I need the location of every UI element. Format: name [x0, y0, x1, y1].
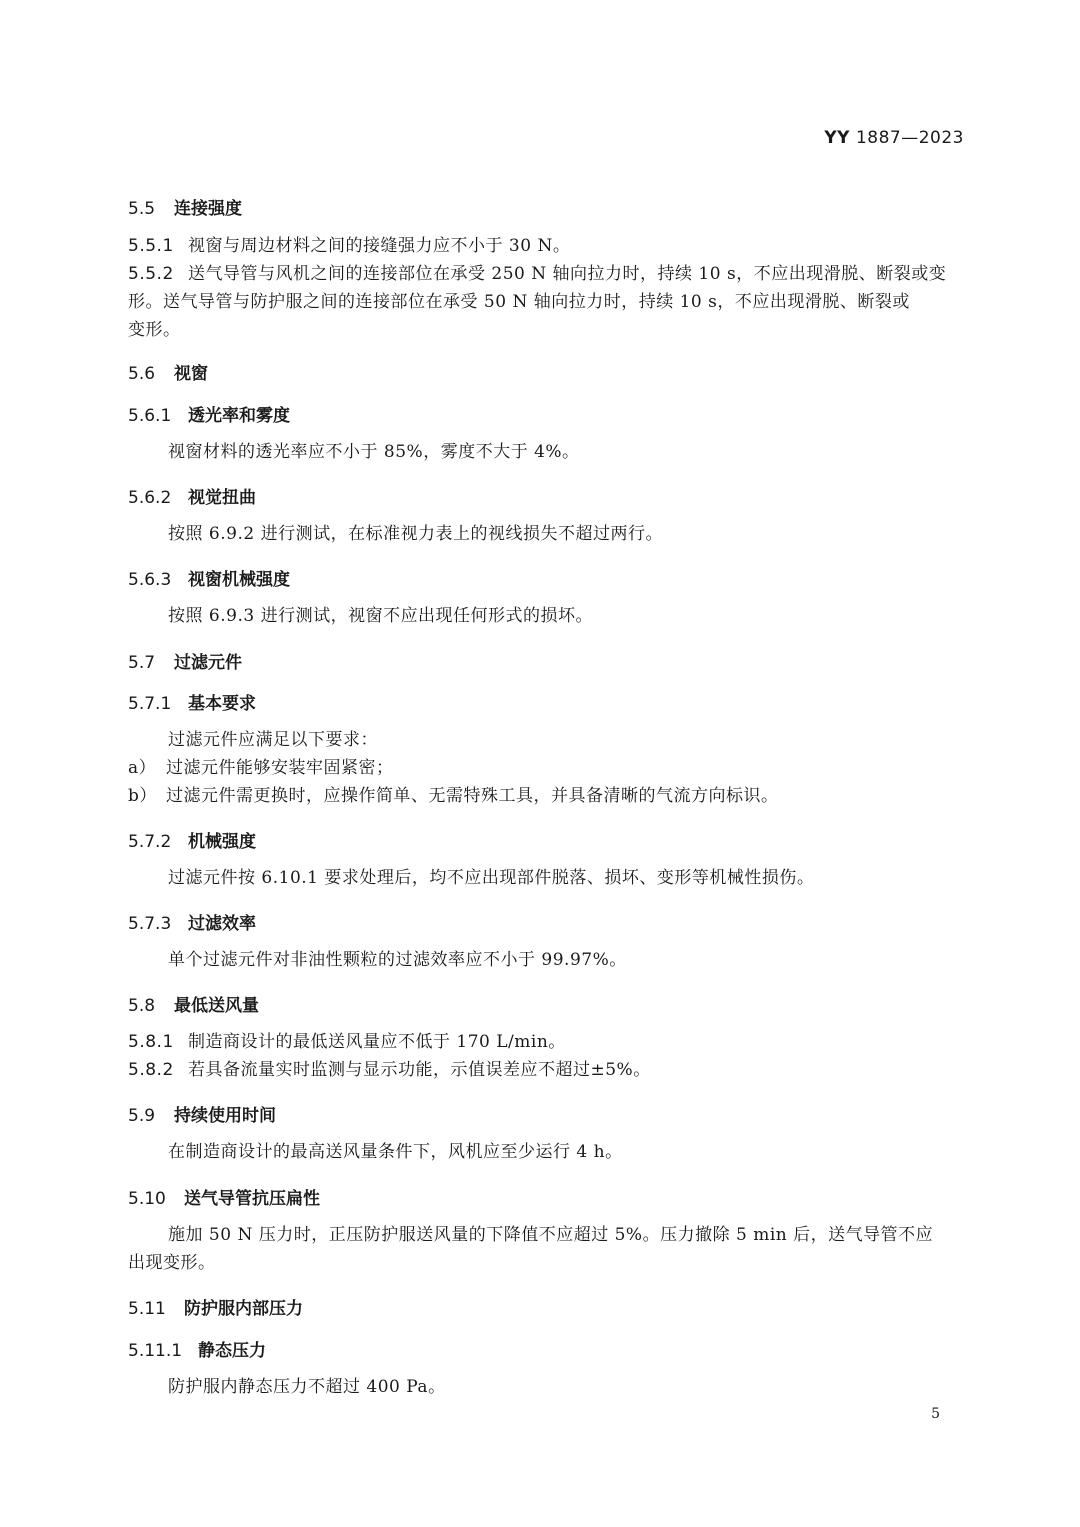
heading-5-10	[128, 1184, 964, 1209]
section-number: 5.5	[128, 199, 156, 219]
paragraph-line: 出现变形。	[128, 1253, 216, 1273]
section-number: 5.7.2	[128, 832, 172, 852]
section-title: 最低送风量	[174, 996, 259, 1016]
clause-text-line: 形。送气导管与防护服之间的连接部位在承受 50 N 轴向拉力时，持续 10 s，不应出现滑脱、断裂或	[128, 292, 910, 312]
document-code	[824, 128, 964, 148]
clause-text-line: 送气导管与风机之间的连接部位在承受 250 N 轴向拉力时，持续 10 s，不应出现滑脱、断裂或变	[188, 264, 947, 284]
list-item	[128, 782, 964, 810]
heading-5-6-1	[128, 401, 964, 426]
clause-number: 5.5.1	[128, 236, 174, 256]
heading-5-11	[128, 1294, 964, 1319]
paragraph-5-6-2: 按照 6.9.2 进行测试，在标准视力表上的视线损失不超过两行。	[168, 524, 664, 544]
section-title: 机械强度	[188, 832, 256, 852]
section-number: 5.7.3	[128, 914, 172, 934]
heading-5-6-2	[128, 483, 964, 508]
heading-5-8	[128, 991, 964, 1016]
paragraph-5-7-2: 过滤元件按 6.10.1 要求处理后，均不应出现部件脱落、损坏、变形等机械性损伤。	[168, 868, 815, 888]
list-marker: a）	[128, 758, 157, 778]
section-number: 5.7.1	[128, 694, 172, 714]
clause-number: 5.8.1	[128, 1032, 174, 1052]
heading-5-5	[128, 194, 964, 219]
standard-number: 1887—2023	[855, 128, 964, 148]
section-number: 5.9	[128, 1106, 156, 1126]
clause-text: 若具备流量实时监测与显示功能，示值误差应不超过±5%。	[188, 1060, 651, 1080]
clause-5-5-1	[128, 232, 964, 260]
clause-text: 制造商设计的最低送风量应不低于 170 L/min。	[188, 1032, 566, 1052]
list-item	[128, 754, 964, 782]
clause-5-8-2	[128, 1056, 964, 1084]
paragraph-5-11-1: 防护服内静态压力不超过 400 Pa。	[168, 1377, 446, 1397]
clause-5-8-1	[128, 1028, 964, 1056]
section-title: 防护服内部压力	[184, 1299, 303, 1319]
section-number: 5.6.3	[128, 570, 172, 590]
paragraph-5-10	[128, 1221, 964, 1277]
section-title: 连接强度	[174, 199, 242, 219]
heading-5-9	[128, 1101, 964, 1126]
heading-5-6-3	[128, 565, 964, 590]
paragraph-line: 施加 50 N 压力时，正压防护服送风量的下降值不应超过 5%。压力撤除 5 min 后，送气导管不应	[168, 1225, 934, 1245]
page-number: 5	[931, 1406, 940, 1422]
section-number: 5.11.1	[128, 1341, 183, 1361]
heading-5-7	[128, 648, 964, 673]
paragraph-5-9: 在制造商设计的最高送风量条件下，风机应至少运行 4 h。	[168, 1142, 623, 1162]
paragraph-5-7-1-intro: 过滤元件应满足以下要求：	[168, 730, 378, 750]
heading-5-7-1	[128, 689, 964, 714]
section-number: 5.8	[128, 996, 156, 1016]
section-number: 5.10	[128, 1189, 166, 1209]
clause-text: 视窗与周边材料之间的接缝强力应不小于 30 N。	[188, 236, 571, 256]
section-title: 透光率和雾度	[188, 406, 290, 426]
section-title: 过滤效率	[188, 914, 256, 934]
standard-prefix: YY	[824, 128, 850, 148]
list-marker: b）	[128, 786, 157, 806]
list-item-text: 过滤元件需更换时，应操作简单、无需特殊工具，并具备清晰的气流方向标识。	[166, 786, 779, 806]
section-number: 5.6.2	[128, 488, 172, 508]
heading-5-7-2	[128, 827, 964, 852]
list-item-text: 过滤元件能够安装牢固紧密；	[166, 758, 394, 778]
section-number: 5.6.1	[128, 406, 172, 426]
heading-5-7-3	[128, 909, 964, 934]
section-number: 5.7	[128, 653, 156, 673]
section-number: 5.11	[128, 1299, 166, 1319]
section-title: 过滤元件	[174, 653, 242, 673]
section-title: 送气导管抗压扁性	[184, 1189, 320, 1209]
clause-number: 5.8.2	[128, 1060, 174, 1080]
section-number: 5.6	[128, 364, 156, 384]
paragraph-5-7-3: 单个过滤元件对非油性颗粒的过滤效率应不小于 99.97%。	[168, 950, 627, 970]
section-title: 视窗	[174, 364, 208, 384]
heading-5-11-1	[128, 1336, 964, 1361]
section-title: 视窗机械强度	[188, 570, 290, 590]
clause-number: 5.5.2	[128, 264, 174, 284]
paragraph-5-6-3: 按照 6.9.3 进行测试，视窗不应出现任何形式的损坏。	[168, 606, 594, 626]
clause-text-line: 变形。	[128, 320, 181, 340]
heading-5-6	[128, 359, 964, 384]
clause-5-5-2	[128, 260, 964, 344]
paragraph-5-6-1: 视窗材料的透光率应不小于 85%，雾度不大于 4%。	[168, 442, 580, 462]
section-title: 基本要求	[188, 694, 256, 714]
section-title: 视觉扭曲	[188, 488, 256, 508]
section-title: 持续使用时间	[174, 1106, 276, 1126]
section-title: 静态压力	[198, 1341, 266, 1361]
